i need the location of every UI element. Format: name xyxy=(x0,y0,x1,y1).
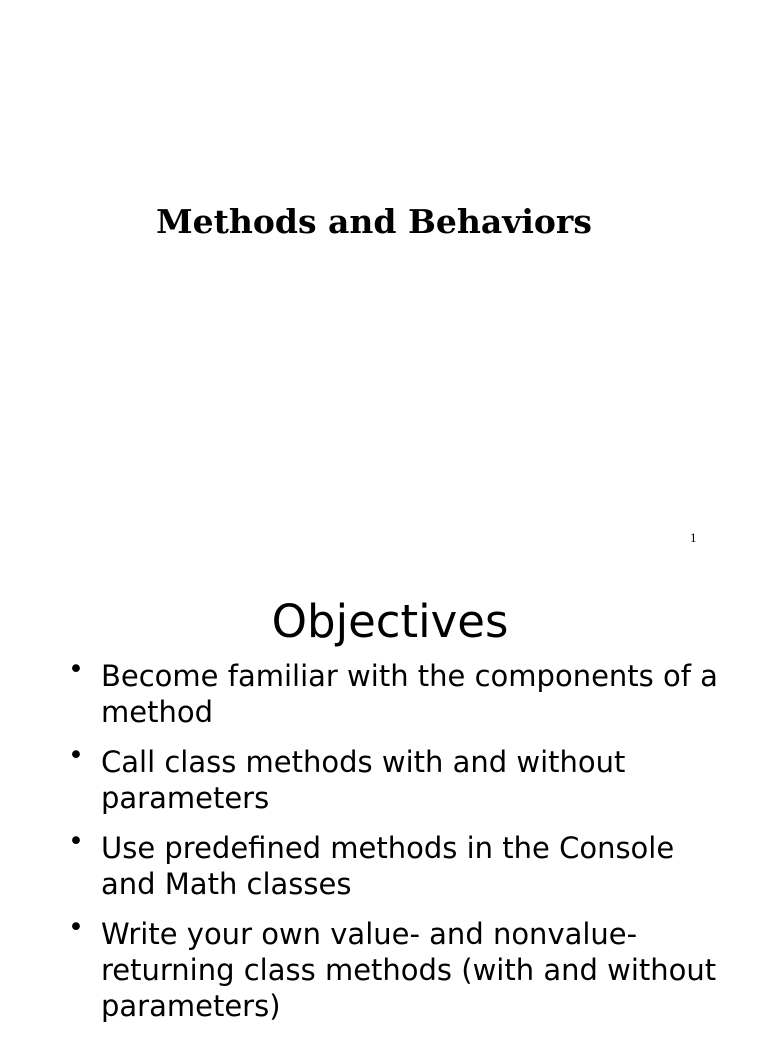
bullet-icon: • xyxy=(68,740,84,771)
objectives-title: Objectives xyxy=(271,595,509,648)
list-item xyxy=(68,826,728,902)
list-item xyxy=(68,740,728,816)
bullet-icon: • xyxy=(68,654,84,685)
list-item-text: Become familiar with the components of a method xyxy=(101,659,718,729)
list-item xyxy=(68,912,728,1024)
slide-2 xyxy=(0,570,768,1024)
objectives-list xyxy=(68,654,728,1038)
bullet-icon: • xyxy=(68,826,84,857)
list-item-text: Use predefined methods in the Console and Math classes xyxy=(101,831,675,901)
list-item-text: Call class methods with and without parameters xyxy=(101,745,626,815)
slide-title: Methods and Behaviors xyxy=(156,202,592,241)
list-item-text: Write your own value- and nonvalue-returning class methods (with and without parameters) xyxy=(101,917,717,1023)
bullet-icon: • xyxy=(68,912,84,943)
page-number: 1 xyxy=(690,530,697,545)
list-item xyxy=(68,654,728,730)
